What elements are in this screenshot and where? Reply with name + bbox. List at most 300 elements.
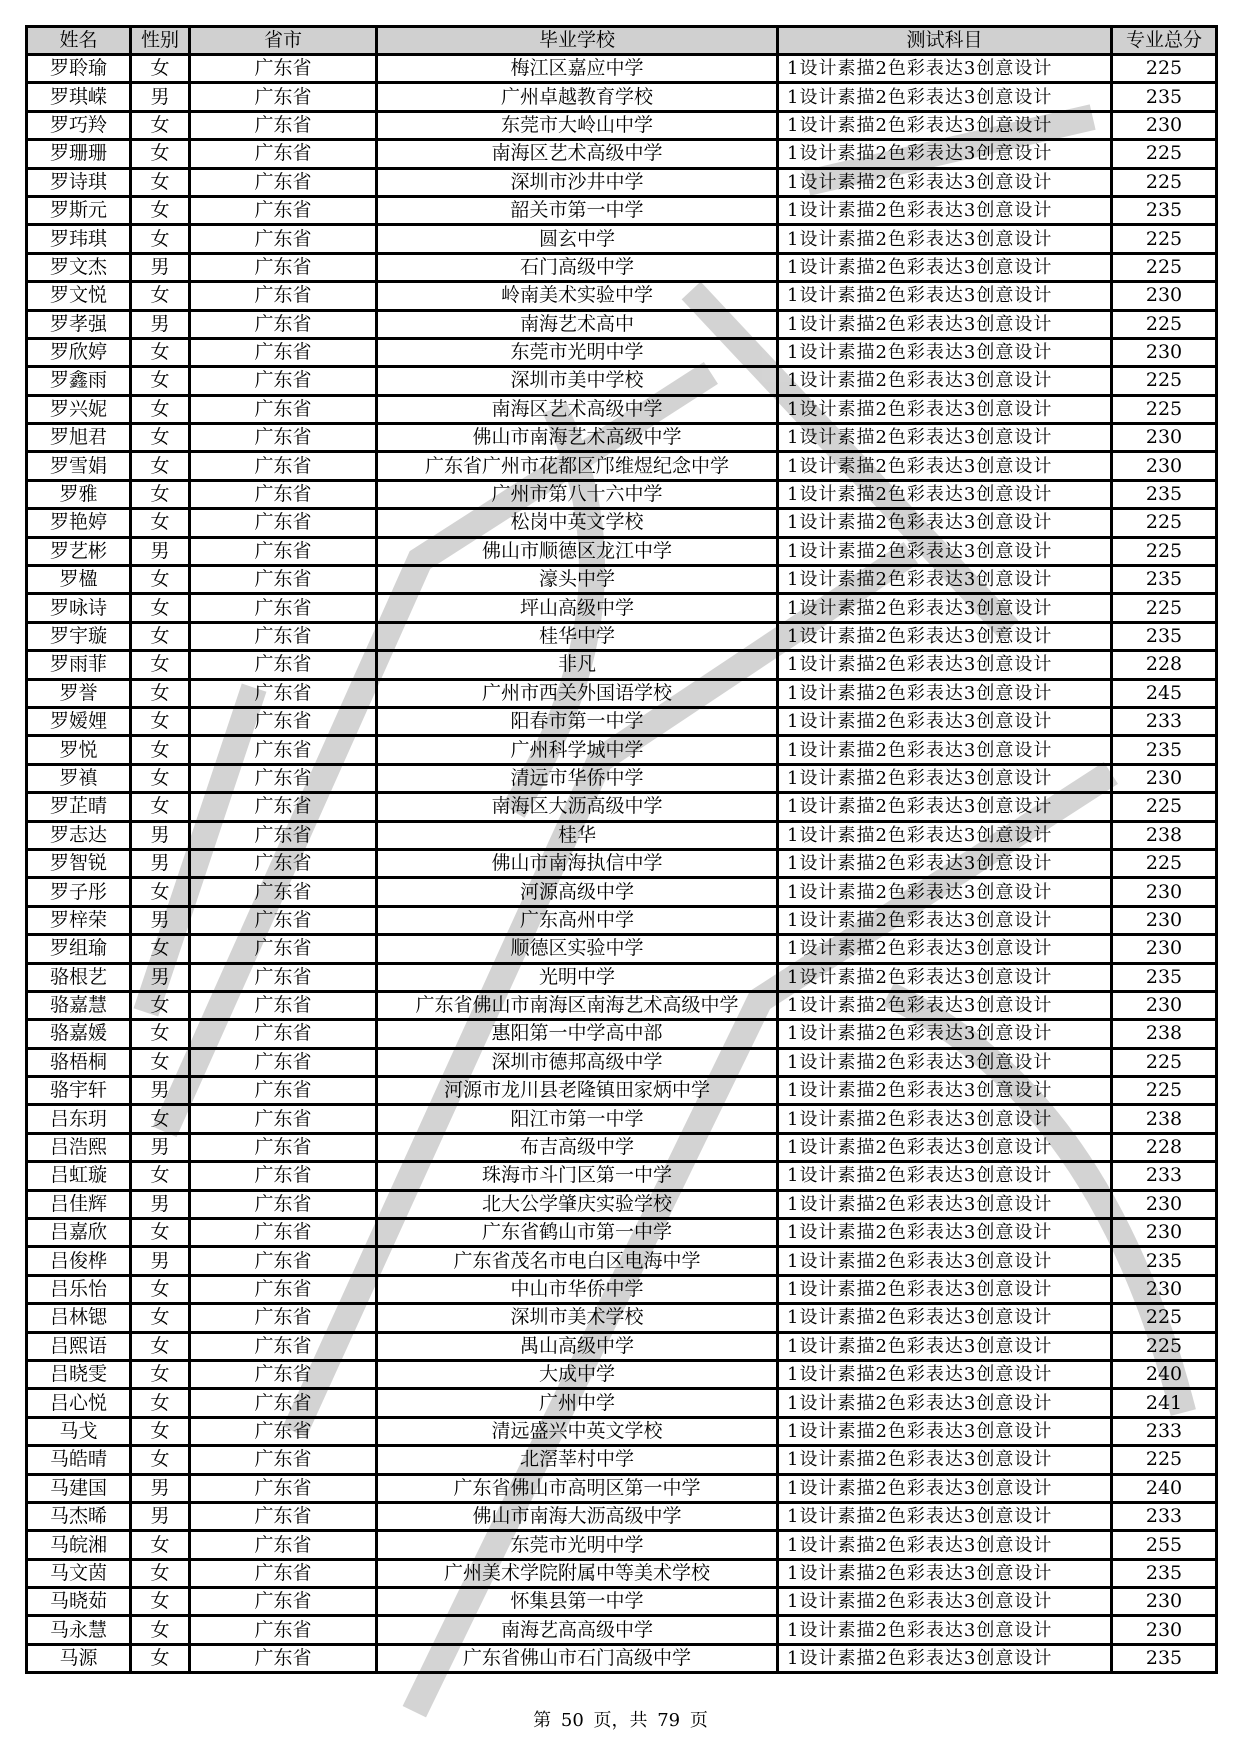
table-row — [27, 310, 1217, 338]
table-row — [27, 821, 1217, 849]
cell-score: 225 — [1112, 168, 1217, 196]
cell-subject: 1设计素描2色彩表达3创意设计 — [778, 168, 1112, 196]
cell-score: 233 — [1112, 1502, 1217, 1530]
cell-name: 罗玮琪 — [27, 225, 131, 253]
cell-subject: 1设计素描2色彩表达3创意设计 — [778, 480, 1112, 508]
cell-school: 韶关市第一中学 — [377, 196, 778, 224]
cell-score: 241 — [1112, 1389, 1217, 1417]
cell-subject: 1设计素描2色彩表达3创意设计 — [778, 1304, 1112, 1332]
cell-name: 罗欣婷 — [27, 338, 131, 366]
table-row — [27, 480, 1217, 508]
cell-name: 罗巧羚 — [27, 111, 131, 139]
cell-school: 深圳市德邦高级中学 — [377, 1048, 778, 1076]
cell-province: 广东省 — [190, 821, 377, 849]
cell-province: 广东省 — [190, 452, 377, 480]
cell-score: 230 — [1112, 338, 1217, 366]
table-row — [27, 736, 1217, 764]
cell-subject: 1设计素描2色彩表达3创意设计 — [778, 452, 1112, 480]
cell-score: 245 — [1112, 679, 1217, 707]
cell-school: 中山市华侨中学 — [377, 1275, 778, 1303]
cell-score: 225 — [1112, 1332, 1217, 1360]
cell-province: 广东省 — [190, 679, 377, 707]
table-row — [27, 707, 1217, 735]
cell-gender: 男 — [131, 1077, 190, 1105]
cell-score: 225 — [1112, 55, 1217, 83]
cell-subject: 1设计素描2色彩表达3创意设计 — [778, 1048, 1112, 1076]
table-row — [27, 111, 1217, 139]
cell-subject: 1设计素描2色彩表达3创意设计 — [778, 83, 1112, 111]
cell-school: 广东省佛山市高明区第一中学 — [377, 1474, 778, 1502]
cell-gender: 女 — [131, 1020, 190, 1048]
cell-gender: 男 — [131, 1190, 190, 1218]
cell-name: 罗悦 — [27, 736, 131, 764]
cell-score: 230 — [1112, 878, 1217, 906]
table-row — [27, 225, 1217, 253]
cell-score: 225 — [1112, 1077, 1217, 1105]
cell-name: 罗诗琪 — [27, 168, 131, 196]
cell-subject: 1设计素描2色彩表达3创意设计 — [778, 395, 1112, 423]
table-row — [27, 622, 1217, 650]
table-row — [27, 651, 1217, 679]
cell-subject: 1设计素描2色彩表达3创意设计 — [778, 509, 1112, 537]
page-number: 第 50 页，共 79 页 — [533, 1710, 708, 1731]
cell-gender: 女 — [131, 1360, 190, 1388]
table-row — [27, 1360, 1217, 1388]
cell-province: 广东省 — [190, 793, 377, 821]
table-row — [27, 253, 1217, 281]
cell-subject: 1设计素描2色彩表达3创意设计 — [778, 367, 1112, 395]
cell-province: 广东省 — [190, 196, 377, 224]
cell-name: 罗艺彬 — [27, 537, 131, 565]
cell-score: 230 — [1112, 1275, 1217, 1303]
table-row — [27, 83, 1217, 111]
cell-gender: 女 — [131, 1559, 190, 1587]
cell-school: 桂华 — [377, 821, 778, 849]
cell-subject: 1设计素描2色彩表达3创意设计 — [778, 821, 1112, 849]
cell-school: 佛山市南海大沥高级中学 — [377, 1502, 778, 1530]
cell-school: 广州美术学院附属中等美术学校 — [377, 1559, 778, 1587]
cell-name: 罗咏诗 — [27, 594, 131, 622]
cell-subject: 1设计素描2色彩表达3创意设计 — [778, 1616, 1112, 1644]
cell-name: 吕心悦 — [27, 1389, 131, 1417]
cell-subject: 1设计素描2色彩表达3创意设计 — [778, 1446, 1112, 1474]
cell-gender: 女 — [131, 395, 190, 423]
cell-gender: 女 — [131, 424, 190, 452]
cell-province: 广东省 — [190, 424, 377, 452]
cell-score: 225 — [1112, 310, 1217, 338]
table-row — [27, 1644, 1217, 1672]
cell-school: 南海区艺术高级中学 — [377, 395, 778, 423]
table-row — [27, 1304, 1217, 1332]
cell-score: 230 — [1112, 906, 1217, 934]
table-row — [27, 1105, 1217, 1133]
cell-name: 罗誉 — [27, 679, 131, 707]
cell-subject: 1设计素描2色彩表达3创意设计 — [778, 537, 1112, 565]
cell-subject: 1设计素描2色彩表达3创意设计 — [778, 594, 1112, 622]
cell-name: 罗梓荣 — [27, 906, 131, 934]
cell-name: 罗嫒娌 — [27, 707, 131, 735]
cell-name: 罗兴妮 — [27, 395, 131, 423]
cell-name: 吕嘉欣 — [27, 1219, 131, 1247]
cell-subject: 1设计素描2色彩表达3创意设计 — [778, 707, 1112, 735]
cell-score: 228 — [1112, 651, 1217, 679]
cell-gender: 女 — [131, 764, 190, 792]
cell-name: 马源 — [27, 1644, 131, 1672]
cell-province: 广东省 — [190, 594, 377, 622]
cell-subject: 1设计素描2色彩表达3创意设计 — [778, 1275, 1112, 1303]
cell-gender: 女 — [131, 991, 190, 1019]
cell-score: 230 — [1112, 935, 1217, 963]
header-name: 姓名 — [27, 27, 131, 55]
cell-subject: 1设计素描2色彩表达3创意设计 — [778, 906, 1112, 934]
cell-gender: 女 — [131, 1446, 190, 1474]
cell-subject: 1设计素描2色彩表达3创意设计 — [778, 679, 1112, 707]
cell-score: 235 — [1112, 1559, 1217, 1587]
cell-name: 马永慧 — [27, 1616, 131, 1644]
cell-score: 255 — [1112, 1531, 1217, 1559]
table-row — [27, 1275, 1217, 1303]
table-row — [27, 537, 1217, 565]
cell-school: 顺德区实验中学 — [377, 935, 778, 963]
cell-school: 东莞市光明中学 — [377, 1531, 778, 1559]
cell-school: 广东高州中学 — [377, 906, 778, 934]
cell-name: 罗鑫雨 — [27, 367, 131, 395]
cell-gender: 女 — [131, 566, 190, 594]
cell-gender: 男 — [131, 253, 190, 281]
cell-gender: 男 — [131, 821, 190, 849]
cell-province: 广东省 — [190, 253, 377, 281]
cell-province: 广东省 — [190, 395, 377, 423]
cell-name: 骆嘉媛 — [27, 1020, 131, 1048]
cell-subject: 1设计素描2色彩表达3创意设计 — [778, 651, 1112, 679]
cell-name: 罗文杰 — [27, 253, 131, 281]
cell-name: 吕熙语 — [27, 1332, 131, 1360]
cell-school: 东莞市大岭山中学 — [377, 111, 778, 139]
cell-name: 骆梧桐 — [27, 1048, 131, 1076]
cell-school: 南海艺高高级中学 — [377, 1616, 778, 1644]
cell-province: 广东省 — [190, 849, 377, 877]
cell-score: 240 — [1112, 1474, 1217, 1502]
cell-subject: 1设计素描2色彩表达3创意设计 — [778, 55, 1112, 83]
cell-name: 马皖湘 — [27, 1531, 131, 1559]
cell-gender: 男 — [131, 1474, 190, 1502]
table-row — [27, 168, 1217, 196]
cell-score: 230 — [1112, 1588, 1217, 1616]
cell-province: 广东省 — [190, 651, 377, 679]
table-row — [27, 935, 1217, 963]
cell-name: 马戈 — [27, 1417, 131, 1445]
cell-subject: 1设计素描2色彩表达3创意设计 — [778, 1332, 1112, 1360]
cell-subject: 1设计素描2色彩表达3创意设计 — [778, 1417, 1112, 1445]
cell-subject: 1设计素描2色彩表达3创意设计 — [778, 310, 1112, 338]
header-score: 专业总分 — [1112, 27, 1217, 55]
cell-school: 广东省佛山市石门高级中学 — [377, 1644, 778, 1672]
table-row — [27, 594, 1217, 622]
table-row — [27, 1389, 1217, 1417]
cell-name: 马文茵 — [27, 1559, 131, 1587]
cell-school: 阳春市第一中学 — [377, 707, 778, 735]
cell-subject: 1设计素描2色彩表达3创意设计 — [778, 1020, 1112, 1048]
cell-subject: 1设计素描2色彩表达3创意设计 — [778, 338, 1112, 366]
cell-province: 广东省 — [190, 1190, 377, 1218]
cell-name: 罗旭君 — [27, 424, 131, 452]
cell-gender: 女 — [131, 679, 190, 707]
cell-school: 清远盛兴中英文学校 — [377, 1417, 778, 1445]
cell-gender: 女 — [131, 1531, 190, 1559]
cell-gender: 女 — [131, 707, 190, 735]
cell-province: 广东省 — [190, 55, 377, 83]
cell-name: 罗禛 — [27, 764, 131, 792]
cell-school: 广东省广州市花都区邝维煜纪念中学 — [377, 452, 778, 480]
cell-score: 235 — [1112, 622, 1217, 650]
cell-score: 238 — [1112, 821, 1217, 849]
cell-subject: 1设计素描2色彩表达3创意设计 — [778, 878, 1112, 906]
table-row — [27, 395, 1217, 423]
table-row — [27, 878, 1217, 906]
cell-score: 225 — [1112, 1446, 1217, 1474]
cell-school: 大成中学 — [377, 1360, 778, 1388]
cell-gender: 女 — [131, 651, 190, 679]
cell-name: 罗孝强 — [27, 310, 131, 338]
header-province: 省市 — [190, 27, 377, 55]
cell-gender: 男 — [131, 963, 190, 991]
cell-score: 225 — [1112, 140, 1217, 168]
header-gender: 性别 — [131, 27, 190, 55]
cell-school: 北大公学肇庆实验学校 — [377, 1190, 778, 1218]
cell-gender: 男 — [131, 849, 190, 877]
cell-name: 罗组瑜 — [27, 935, 131, 963]
cell-gender: 女 — [131, 140, 190, 168]
cell-score: 235 — [1112, 963, 1217, 991]
cell-score: 235 — [1112, 1644, 1217, 1672]
cell-gender: 女 — [131, 622, 190, 650]
table-row — [27, 793, 1217, 821]
table-row — [27, 566, 1217, 594]
cell-score: 230 — [1112, 424, 1217, 452]
cell-score: 235 — [1112, 736, 1217, 764]
table-row — [27, 140, 1217, 168]
cell-school: 广州中学 — [377, 1389, 778, 1417]
cell-score: 225 — [1112, 509, 1217, 537]
cell-school: 松岗中英文学校 — [377, 509, 778, 537]
cell-province: 广东省 — [190, 1474, 377, 1502]
table-row — [27, 367, 1217, 395]
cell-name: 罗琪嵘 — [27, 83, 131, 111]
cell-province: 广东省 — [190, 282, 377, 310]
cell-name: 罗智锐 — [27, 849, 131, 877]
cell-score: 225 — [1112, 1304, 1217, 1332]
cell-subject: 1设计素描2色彩表达3创意设计 — [778, 1247, 1112, 1275]
cell-school: 珠海市斗门区第一中学 — [377, 1162, 778, 1190]
cell-school: 广州市第八十六中学 — [377, 480, 778, 508]
cell-gender: 女 — [131, 168, 190, 196]
cell-province: 广东省 — [190, 1105, 377, 1133]
cell-gender: 男 — [131, 1502, 190, 1530]
cell-gender: 女 — [131, 367, 190, 395]
cell-score: 238 — [1112, 1020, 1217, 1048]
cell-gender: 男 — [131, 310, 190, 338]
cell-school: 石门高级中学 — [377, 253, 778, 281]
header-subject: 测试科目 — [778, 27, 1112, 55]
cell-name: 骆嘉慧 — [27, 991, 131, 1019]
cell-school: 深圳市美中学校 — [377, 367, 778, 395]
cell-school: 广州卓越教育学校 — [377, 83, 778, 111]
cell-gender: 女 — [131, 282, 190, 310]
cell-school: 濠头中学 — [377, 566, 778, 594]
cell-gender: 女 — [131, 1389, 190, 1417]
cell-province: 广东省 — [190, 509, 377, 537]
cell-name: 吕晓雯 — [27, 1360, 131, 1388]
cell-province: 广东省 — [190, 83, 377, 111]
table-row — [27, 1332, 1217, 1360]
cell-gender: 女 — [131, 1332, 190, 1360]
cell-name: 吕东玥 — [27, 1105, 131, 1133]
cell-province: 广东省 — [190, 1588, 377, 1616]
cell-province: 广东省 — [190, 1360, 377, 1388]
cell-subject: 1设计素描2色彩表达3创意设计 — [778, 1077, 1112, 1105]
cell-province: 广东省 — [190, 963, 377, 991]
cell-province: 广东省 — [190, 225, 377, 253]
cell-score: 233 — [1112, 1417, 1217, 1445]
cell-gender: 女 — [131, 793, 190, 821]
table-row — [27, 1446, 1217, 1474]
cell-score: 230 — [1112, 1219, 1217, 1247]
cell-school: 佛山市南海执信中学 — [377, 849, 778, 877]
cell-subject: 1设计素描2色彩表达3创意设计 — [778, 424, 1112, 452]
cell-gender: 男 — [131, 83, 190, 111]
table-row — [27, 1219, 1217, 1247]
table-row — [27, 991, 1217, 1019]
cell-province: 广东省 — [190, 1304, 377, 1332]
table-row — [27, 1190, 1217, 1218]
cell-subject: 1设计素描2色彩表达3创意设计 — [778, 1474, 1112, 1502]
cell-score: 240 — [1112, 1360, 1217, 1388]
cell-subject: 1设计素描2色彩表达3创意设计 — [778, 196, 1112, 224]
cell-province: 广东省 — [190, 736, 377, 764]
table-row — [27, 1531, 1217, 1559]
cell-school: 圆玄中学 — [377, 225, 778, 253]
cell-province: 广东省 — [190, 1247, 377, 1275]
cell-subject: 1设计素描2色彩表达3创意设计 — [778, 1588, 1112, 1616]
cell-school: 怀集县第一中学 — [377, 1588, 778, 1616]
cell-school: 非凡 — [377, 651, 778, 679]
cell-subject: 1设计素描2色彩表达3创意设计 — [778, 963, 1112, 991]
table-row — [27, 1162, 1217, 1190]
cell-school: 河源市龙川县老隆镇田家炳中学 — [377, 1077, 778, 1105]
admission-score-table — [25, 25, 1218, 1674]
cell-score: 225 — [1112, 253, 1217, 281]
cell-gender: 女 — [131, 1417, 190, 1445]
cell-gender: 女 — [131, 1048, 190, 1076]
cell-school: 惠阳第一中学高中部 — [377, 1020, 778, 1048]
cell-name: 罗雅 — [27, 480, 131, 508]
cell-name: 马建国 — [27, 1474, 131, 1502]
table-row — [27, 452, 1217, 480]
cell-province: 广东省 — [190, 764, 377, 792]
cell-school: 北滘莘村中学 — [377, 1446, 778, 1474]
cell-school: 坪山高级中学 — [377, 594, 778, 622]
cell-gender: 女 — [131, 55, 190, 83]
cell-name: 骆根艺 — [27, 963, 131, 991]
cell-gender: 女 — [131, 480, 190, 508]
cell-score: 235 — [1112, 480, 1217, 508]
table-row — [27, 1020, 1217, 1048]
cell-gender: 男 — [131, 906, 190, 934]
cell-name: 马晓茹 — [27, 1588, 131, 1616]
cell-score: 235 — [1112, 196, 1217, 224]
cell-school: 深圳市美术学校 — [377, 1304, 778, 1332]
cell-gender: 女 — [131, 338, 190, 366]
cell-province: 广东省 — [190, 1531, 377, 1559]
cell-subject: 1设计素描2色彩表达3创意设计 — [778, 622, 1112, 650]
cell-score: 230 — [1112, 452, 1217, 480]
cell-province: 广东省 — [190, 1219, 377, 1247]
cell-province: 广东省 — [190, 168, 377, 196]
cell-score: 235 — [1112, 83, 1217, 111]
cell-province: 广东省 — [190, 1133, 377, 1161]
cell-province: 广东省 — [190, 1020, 377, 1048]
cell-province: 广东省 — [190, 935, 377, 963]
cell-name: 罗文悦 — [27, 282, 131, 310]
cell-gender: 女 — [131, 509, 190, 537]
cell-school: 广东省鹤山市第一中学 — [377, 1219, 778, 1247]
cell-name: 吕乐怡 — [27, 1275, 131, 1303]
cell-name: 骆宇轩 — [27, 1077, 131, 1105]
cell-subject: 1设计素描2色彩表达3创意设计 — [778, 849, 1112, 877]
cell-province: 广东省 — [190, 480, 377, 508]
cell-school: 布吉高级中学 — [377, 1133, 778, 1161]
table-row — [27, 1474, 1217, 1502]
cell-province: 广东省 — [190, 1162, 377, 1190]
cell-name: 罗斯元 — [27, 196, 131, 224]
cell-score: 233 — [1112, 1162, 1217, 1190]
cell-school: 桂华中学 — [377, 622, 778, 650]
cell-school: 广东省茂名市电白区电海中学 — [377, 1247, 778, 1275]
cell-subject: 1设计素描2色彩表达3创意设计 — [778, 1389, 1112, 1417]
cell-school: 阳江市第一中学 — [377, 1105, 778, 1133]
cell-school: 南海区大沥高级中学 — [377, 793, 778, 821]
cell-score: 225 — [1112, 1048, 1217, 1076]
cell-school: 光明中学 — [377, 963, 778, 991]
cell-name: 罗子彤 — [27, 878, 131, 906]
cell-subject: 1设计素描2色彩表达3创意设计 — [778, 1559, 1112, 1587]
cell-name: 罗聆瑜 — [27, 55, 131, 83]
cell-gender: 女 — [131, 1219, 190, 1247]
cell-subject: 1设计素描2色彩表达3创意设计 — [778, 566, 1112, 594]
table-row — [27, 1588, 1217, 1616]
cell-name: 吕佳辉 — [27, 1190, 131, 1218]
cell-province: 广东省 — [190, 1332, 377, 1360]
cell-subject: 1设计素描2色彩表达3创意设计 — [778, 1190, 1112, 1218]
cell-subject: 1设计素描2色彩表达3创意设计 — [778, 140, 1112, 168]
cell-name: 罗雪娟 — [27, 452, 131, 480]
table-row — [27, 764, 1217, 792]
cell-province: 广东省 — [190, 622, 377, 650]
cell-name: 罗志达 — [27, 821, 131, 849]
cell-gender: 女 — [131, 1105, 190, 1133]
cell-province: 广东省 — [190, 367, 377, 395]
cell-province: 广东省 — [190, 1446, 377, 1474]
cell-gender: 女 — [131, 1162, 190, 1190]
cell-subject: 1设计素描2色彩表达3创意设计 — [778, 736, 1112, 764]
cell-score: 230 — [1112, 1190, 1217, 1218]
table-row — [27, 55, 1217, 83]
cell-name: 马皓晴 — [27, 1446, 131, 1474]
cell-subject: 1设计素描2色彩表达3创意设计 — [778, 1105, 1112, 1133]
cell-subject: 1设计素描2色彩表达3创意设计 — [778, 111, 1112, 139]
cell-score: 225 — [1112, 537, 1217, 565]
cell-name: 罗宇璇 — [27, 622, 131, 650]
